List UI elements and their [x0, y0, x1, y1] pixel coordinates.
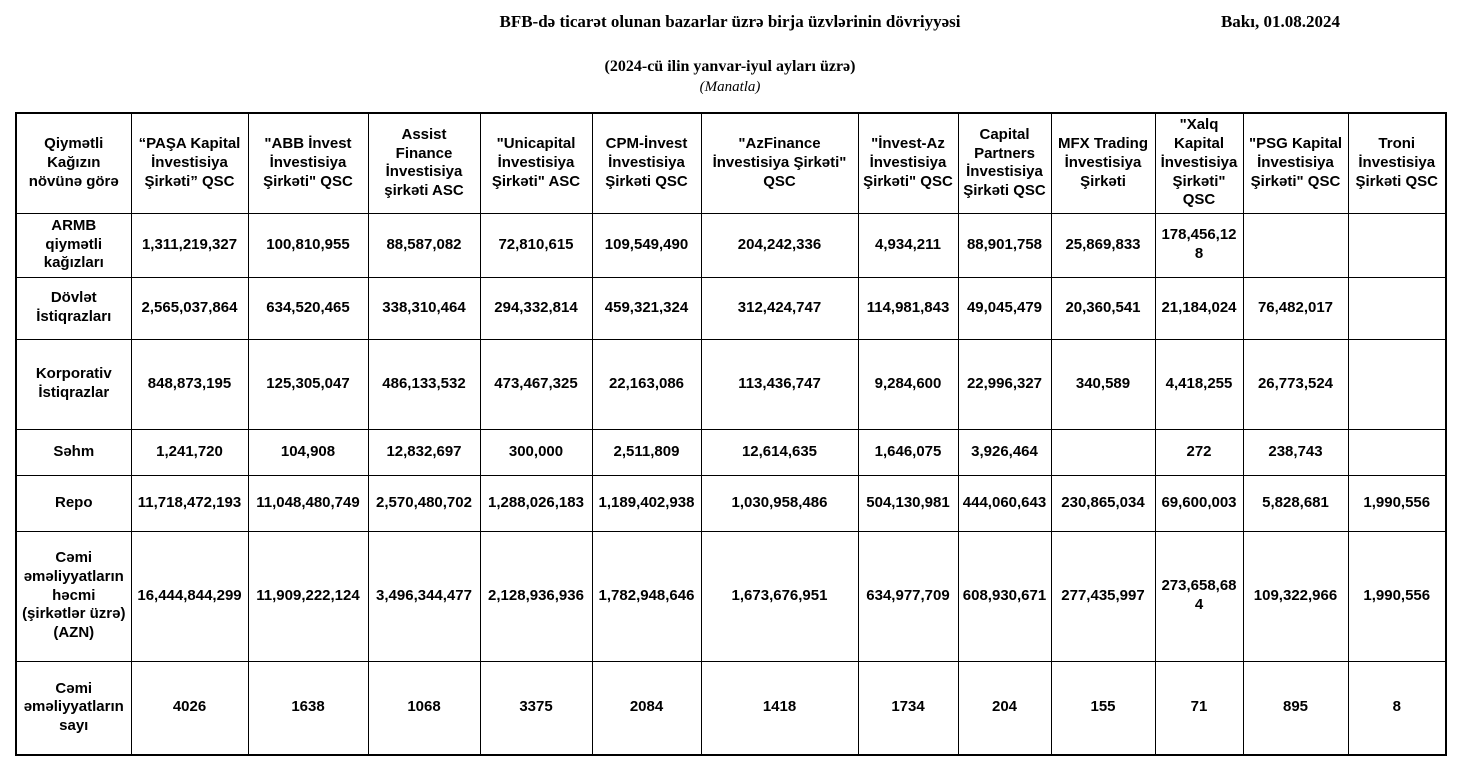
value-cell: 11,718,472,193	[131, 475, 248, 531]
value-cell: 1,782,948,646	[592, 531, 701, 661]
table-header-row	[16, 113, 1446, 213]
value-cell: 109,549,490	[592, 213, 701, 277]
value-cell: 608,930,671	[958, 531, 1051, 661]
value-cell: 204,242,336	[701, 213, 858, 277]
value-cell: 1,288,026,183	[480, 475, 592, 531]
value-cell: 12,614,635	[701, 429, 858, 475]
value-cell: 4026	[131, 661, 248, 755]
value-cell: 1,646,075	[858, 429, 958, 475]
value-cell	[1243, 213, 1348, 277]
value-cell: 100,810,955	[248, 213, 368, 277]
value-cell: 1638	[248, 661, 368, 755]
value-cell: 22,163,086	[592, 339, 701, 429]
row-label-cell: Repo	[16, 475, 131, 531]
column-header-cell: “PAŞA Kapital İnvestisiya Şirkəti” QSC	[131, 113, 248, 213]
table-row	[16, 277, 1446, 339]
value-cell: 114,981,843	[858, 277, 958, 339]
value-cell: 272	[1155, 429, 1243, 475]
value-cell: 340,589	[1051, 339, 1155, 429]
value-cell: 338,310,464	[368, 277, 480, 339]
value-cell: 634,977,709	[858, 531, 958, 661]
document-subtitle: (2024-cü ilin yanvar-iyul ayları üzrə)	[604, 58, 856, 75]
column-header-cell: Capital Partners İnvestisiya Şirkəti QSC	[958, 113, 1051, 213]
table-row	[16, 429, 1446, 475]
row-label-cell: Cəmi əməliyyatların sayı	[16, 661, 131, 755]
table-row	[16, 531, 1446, 661]
value-cell: 4,418,255	[1155, 339, 1243, 429]
value-cell: 444,060,643	[958, 475, 1051, 531]
row-label-cell: Cəmi əməliyyatların həcmi (şirkətlər üzrə) (AZN)	[16, 531, 131, 661]
value-cell: 3,926,464	[958, 429, 1051, 475]
value-cell: 2,565,037,864	[131, 277, 248, 339]
value-cell: 178,456,128	[1155, 213, 1243, 277]
value-cell: 1,311,219,327	[131, 213, 248, 277]
value-cell: 1,030,958,486	[701, 475, 858, 531]
row-label-cell: Dövlət İstiqrazları	[16, 277, 131, 339]
column-header-cell: Assist Finance İnvestisiya şirkəti ASC	[368, 113, 480, 213]
value-cell: 294,332,814	[480, 277, 592, 339]
value-cell: 238,743	[1243, 429, 1348, 475]
row-label-cell: ARMB qiymətli kağızları	[16, 213, 131, 277]
value-cell: 2,511,809	[592, 429, 701, 475]
table-row	[16, 213, 1446, 277]
value-cell: 473,467,325	[480, 339, 592, 429]
column-header-cell: Troni İnvestisiya Şirkəti QSC	[1348, 113, 1446, 213]
value-cell: 1418	[701, 661, 858, 755]
value-cell: 125,305,047	[248, 339, 368, 429]
table-row	[16, 339, 1446, 429]
value-cell	[1348, 429, 1446, 475]
value-cell: 1,990,556	[1348, 475, 1446, 531]
value-cell: 273,658,684	[1155, 531, 1243, 661]
value-cell: 49,045,479	[958, 277, 1051, 339]
value-cell: 1,990,556	[1348, 531, 1446, 661]
row-label-cell: Korporativ İstiqrazlar	[16, 339, 131, 429]
value-cell: 312,424,747	[701, 277, 858, 339]
value-cell: 1068	[368, 661, 480, 755]
value-cell: 72,810,615	[480, 213, 592, 277]
value-cell: 104,908	[248, 429, 368, 475]
value-cell: 204	[958, 661, 1051, 755]
column-header-cell: "ABB İnvest İnvestisiya Şirkəti" QSC	[248, 113, 368, 213]
document-date: Bakı, 01.08.2024	[1220, 12, 1340, 31]
corner-header-cell: Qiymətli Kağızın növünə görə	[16, 113, 131, 213]
table-body	[16, 213, 1446, 755]
value-cell: 1734	[858, 661, 958, 755]
value-cell: 895	[1243, 661, 1348, 755]
value-cell: 22,996,327	[958, 339, 1051, 429]
value-cell: 848,873,195	[131, 339, 248, 429]
value-cell	[1348, 213, 1446, 277]
value-cell: 71	[1155, 661, 1243, 755]
value-cell: 9,284,600	[858, 339, 958, 429]
table-row	[16, 475, 1446, 531]
value-cell: 1,189,402,938	[592, 475, 701, 531]
value-cell: 76,482,017	[1243, 277, 1348, 339]
document-header	[15, 10, 1445, 38]
column-header-cell: "Unicapital İnvestisiya Şirkəti" ASC	[480, 113, 592, 213]
document-unit-label: (Manatla)	[699, 79, 761, 95]
value-cell: 300,000	[480, 429, 592, 475]
table-row	[16, 661, 1446, 755]
value-cell: 459,321,324	[592, 277, 701, 339]
value-cell: 3375	[480, 661, 592, 755]
value-cell: 69,600,003	[1155, 475, 1243, 531]
value-cell: 2,128,936,936	[480, 531, 592, 661]
page-title: BFB-də ticarət olunan bazarlar üzrə birja üzvlərinin dövriyyəsi	[499, 12, 961, 31]
value-cell: 634,520,465	[248, 277, 368, 339]
value-cell: 277,435,997	[1051, 531, 1155, 661]
value-cell	[1348, 277, 1446, 339]
value-cell: 26,773,524	[1243, 339, 1348, 429]
value-cell: 21,184,024	[1155, 277, 1243, 339]
value-cell: 8	[1348, 661, 1446, 755]
value-cell: 155	[1051, 661, 1155, 755]
value-cell: 88,901,758	[958, 213, 1051, 277]
value-cell: 504,130,981	[858, 475, 958, 531]
value-cell: 11,048,480,749	[248, 475, 368, 531]
column-header-cell: MFX Trading İnvestisiya Şirkəti	[1051, 113, 1155, 213]
value-cell: 20,360,541	[1051, 277, 1155, 339]
column-header-cell: "PSG Kapital İnvestisiya Şirkəti" QSC	[1243, 113, 1348, 213]
value-cell: 5,828,681	[1243, 475, 1348, 531]
value-cell: 230,865,034	[1051, 475, 1155, 531]
column-header-cell: "AzFinance İnvestisiya Şirkəti" QSC	[701, 113, 858, 213]
value-cell: 109,322,966	[1243, 531, 1348, 661]
value-cell: 4,934,211	[858, 213, 958, 277]
value-cell: 1,241,720	[131, 429, 248, 475]
value-cell: 113,436,747	[701, 339, 858, 429]
value-cell: 88,587,082	[368, 213, 480, 277]
value-cell: 12,832,697	[368, 429, 480, 475]
column-header-cell: "İnvest-Az İnvestisiya Şirkəti" QSC	[858, 113, 958, 213]
value-cell: 2,570,480,702	[368, 475, 480, 531]
value-cell	[1348, 339, 1446, 429]
row-label-cell: Səhm	[16, 429, 131, 475]
value-cell: 16,444,844,299	[131, 531, 248, 661]
value-cell: 11,909,222,124	[248, 531, 368, 661]
value-cell: 25,869,833	[1051, 213, 1155, 277]
value-cell: 2084	[592, 661, 701, 755]
column-header-cell: "Xalq Kapital İnvestisiya Şirkəti" QSC	[1155, 113, 1243, 213]
turnover-table	[15, 112, 1447, 756]
value-cell: 3,496,344,477	[368, 531, 480, 661]
column-header-cell: CPM-İnvest İnvestisiya Şirkəti QSC	[592, 113, 701, 213]
value-cell: 1,673,676,951	[701, 531, 858, 661]
value-cell: 486,133,532	[368, 339, 480, 429]
value-cell	[1051, 429, 1155, 475]
